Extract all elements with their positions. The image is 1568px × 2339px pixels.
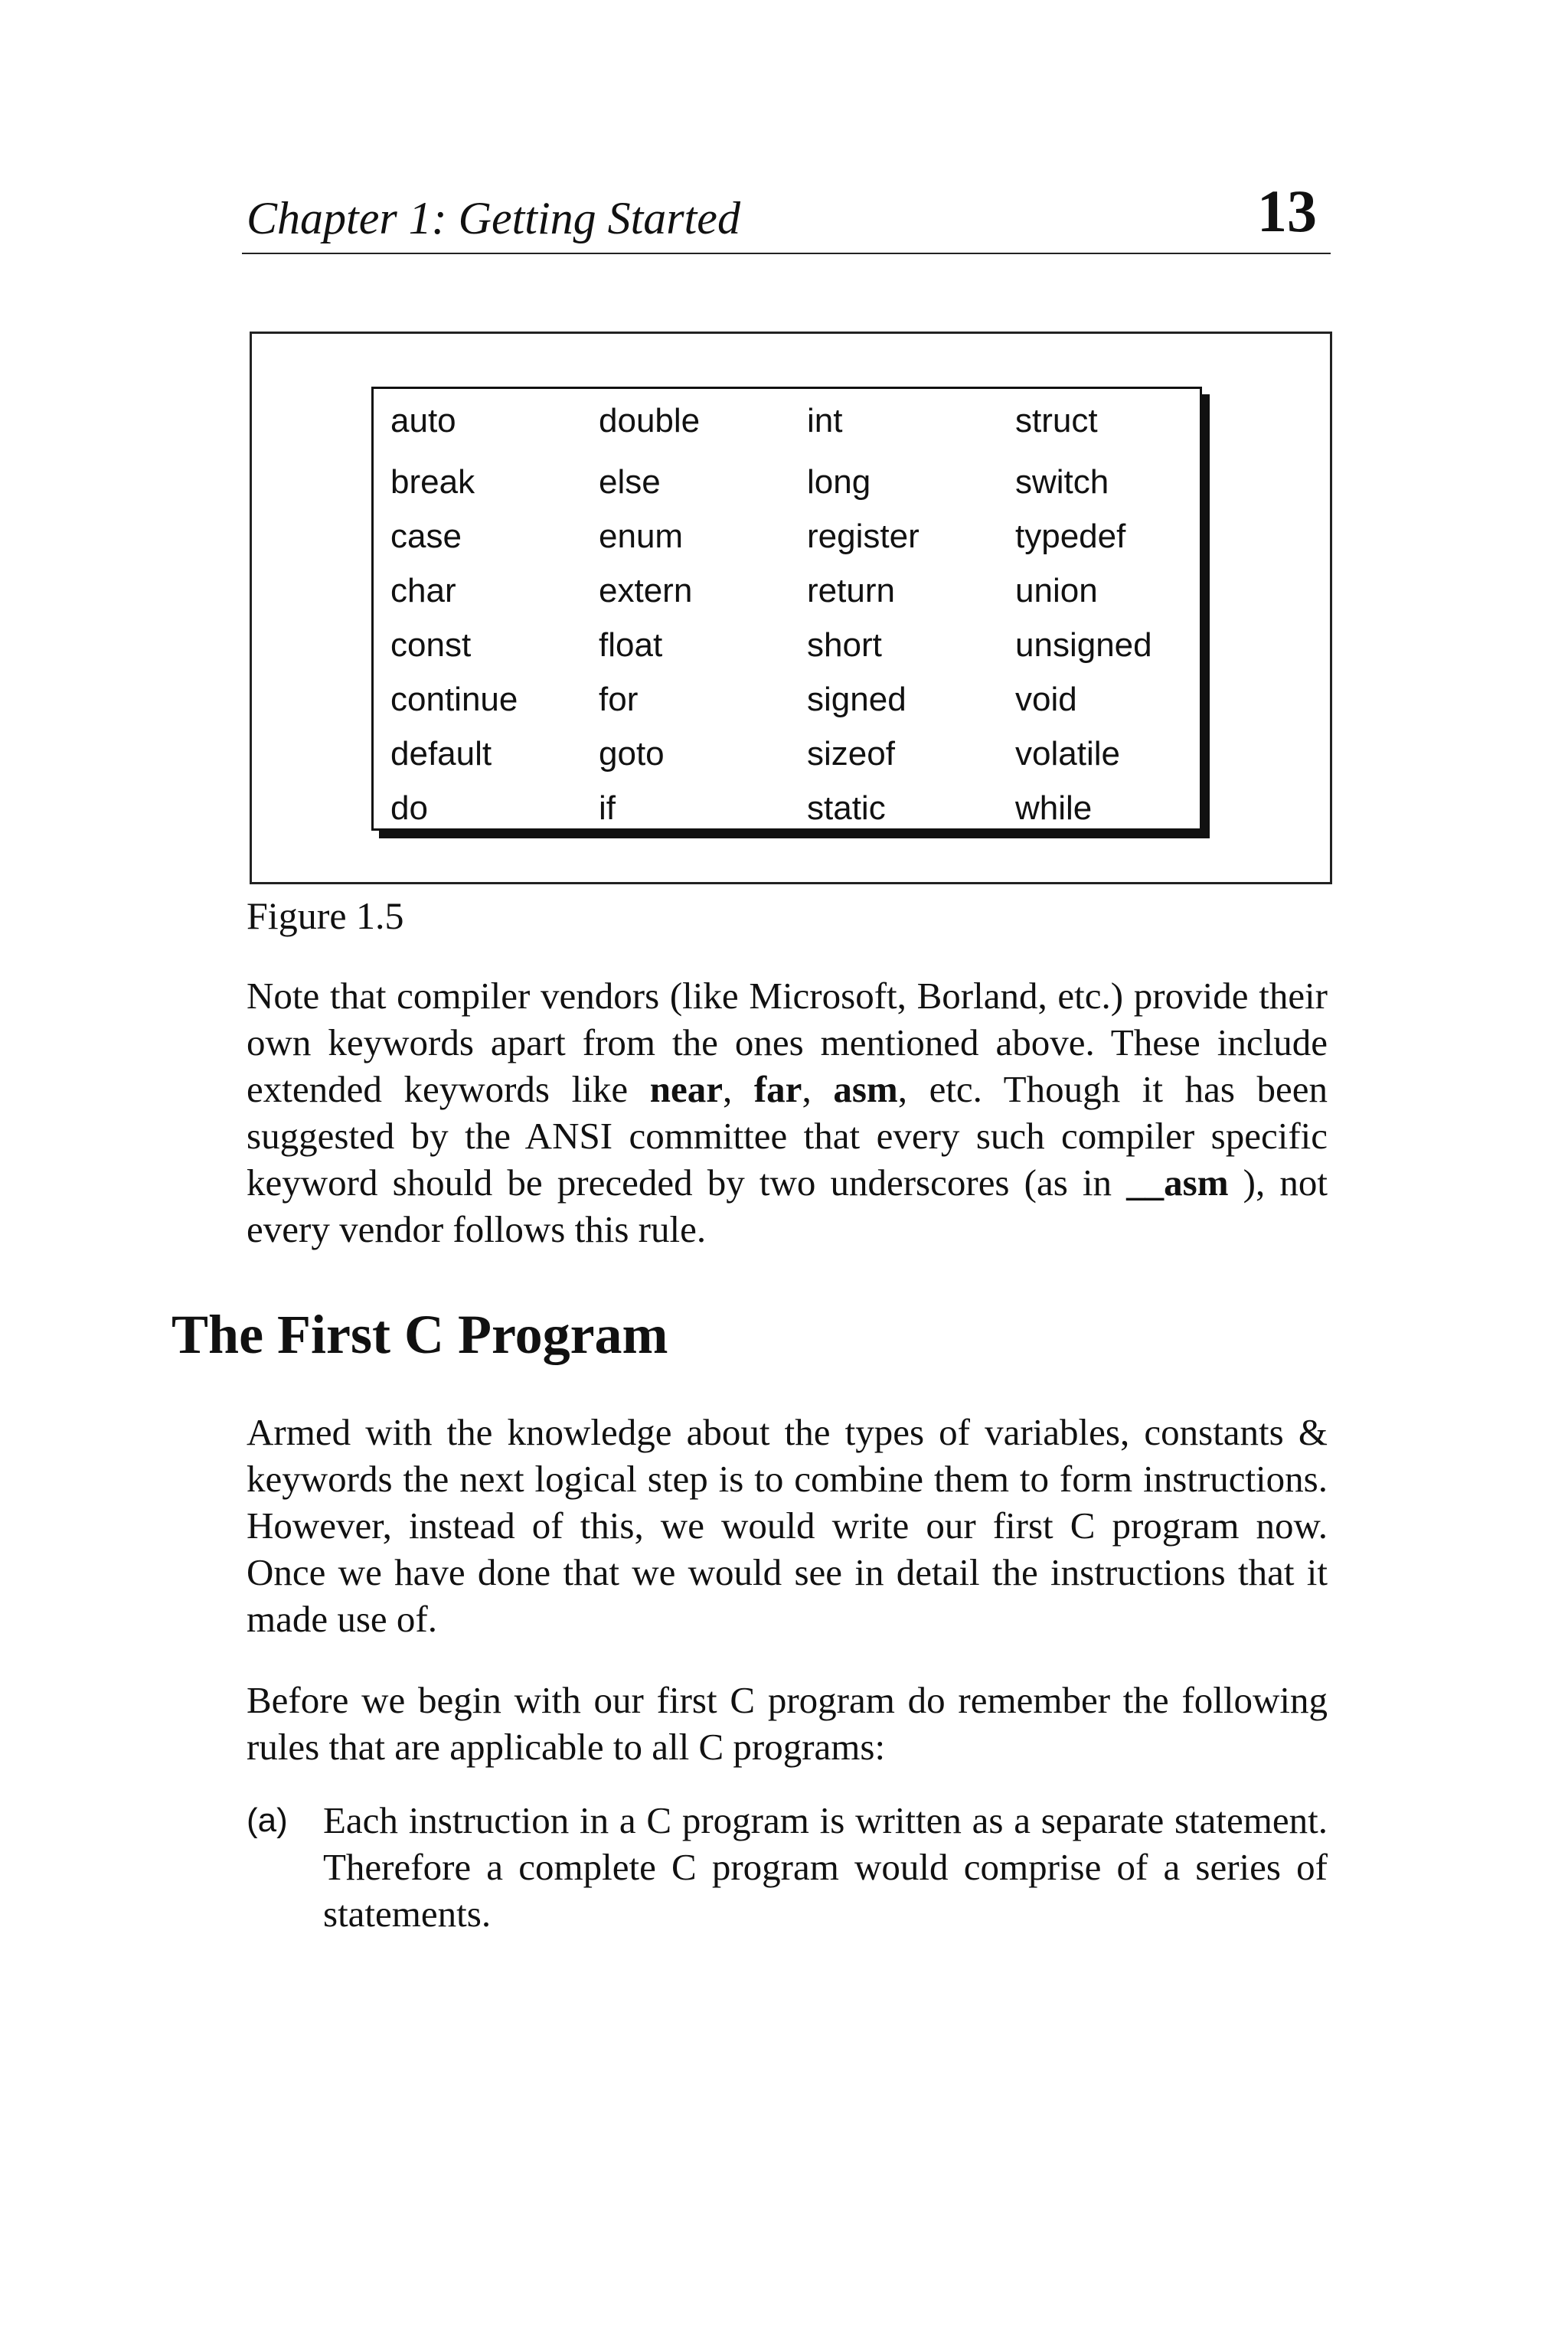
note-text-part3: ), not every vendor follows this rule. (247, 1161, 1328, 1250)
keyword-cell: break (390, 463, 475, 501)
rule-text: Each instruction in a C program is written as a separate statement. Therefore a complete C program would comprise of a series of statements. (323, 1799, 1328, 1935)
keyword-cell: char (390, 572, 456, 609)
keyword-cell: default (390, 735, 492, 773)
keyword-cell: float (599, 626, 663, 664)
intro-paragraph: Armed with the knowledge about the types of variables, constants & keywords the next logical step is to combine them to form instructions. However, instead of this, we would write our first C program now. Once we have done that we would see in detail the instructions that it made use of. (247, 1411, 1328, 1640)
keyword-cell: int (807, 402, 843, 439)
note-paragraph (247, 972, 1328, 1253)
keyword-cell: case (390, 518, 462, 555)
chapter-title: Chapter 1: Getting Started (247, 193, 740, 243)
page-number: 13 (1257, 178, 1317, 244)
keyword-cell: signed (807, 681, 906, 718)
keyword-cell: const (390, 626, 472, 664)
keyword-cell: auto (390, 402, 456, 439)
keyword-cell: return (807, 572, 895, 609)
keyword-underscore-asm: __asm (1126, 1161, 1229, 1204)
keyword-cell: static (807, 789, 886, 827)
keyword-cell: typedef (1015, 518, 1126, 555)
keyword-cell: for (599, 681, 639, 718)
keyword-near: near (649, 1068, 723, 1110)
keyword-cell: register (807, 518, 920, 555)
keyword-cell: extern (599, 572, 693, 609)
figure-caption: Figure 1.5 (247, 894, 404, 937)
note-text-part2: , etc. Though it has been suggested by the ANSI committee that every such compiler specific keyword should be preceded by two underscores (as in (247, 1068, 1328, 1204)
keyword-cell: sizeof (807, 735, 895, 773)
keyword-cell: double (599, 402, 701, 439)
separator: , (722, 1068, 754, 1110)
separator: , (802, 1068, 834, 1110)
keyword-cell: else (599, 463, 661, 501)
keyword-cell: while (1015, 789, 1093, 827)
keyword-cell: switch (1015, 463, 1109, 501)
keyword-cell: union (1015, 572, 1098, 609)
keyword-cell: continue (390, 681, 518, 718)
rule-label: (a) (247, 1802, 288, 1839)
keyword-cell: volatile (1015, 735, 1120, 773)
keyword-cell: long (807, 463, 871, 501)
keyword-cell: struct (1015, 402, 1098, 439)
section-heading: The First C Program (172, 1304, 668, 1365)
keyword-far: far (753, 1068, 802, 1110)
keyword-cell: void (1015, 681, 1077, 718)
keyword-asm: asm (833, 1068, 898, 1110)
keyword-cell: short (807, 626, 882, 664)
keyword-cell: if (599, 789, 616, 827)
note-text-part1: Note that compiler vendors (like Microsoft, Borland, etc.) provide their own keywords apart from the ones mentioned above. These include extended keywords like (247, 975, 1328, 1110)
keyword-cell: enum (599, 518, 684, 555)
running-header (242, 178, 1331, 254)
rules-intro-paragraph: Before we begin with our first C program do remember the following rules that are applicable to all C programs: (247, 1679, 1328, 1768)
figure-frame (250, 332, 1332, 884)
keyword-cell: unsigned (1015, 626, 1152, 664)
keyword-grid (390, 394, 1214, 835)
keyword-cell: do (390, 789, 428, 827)
keyword-cell: goto (599, 735, 665, 773)
keyword-table (371, 387, 1202, 831)
